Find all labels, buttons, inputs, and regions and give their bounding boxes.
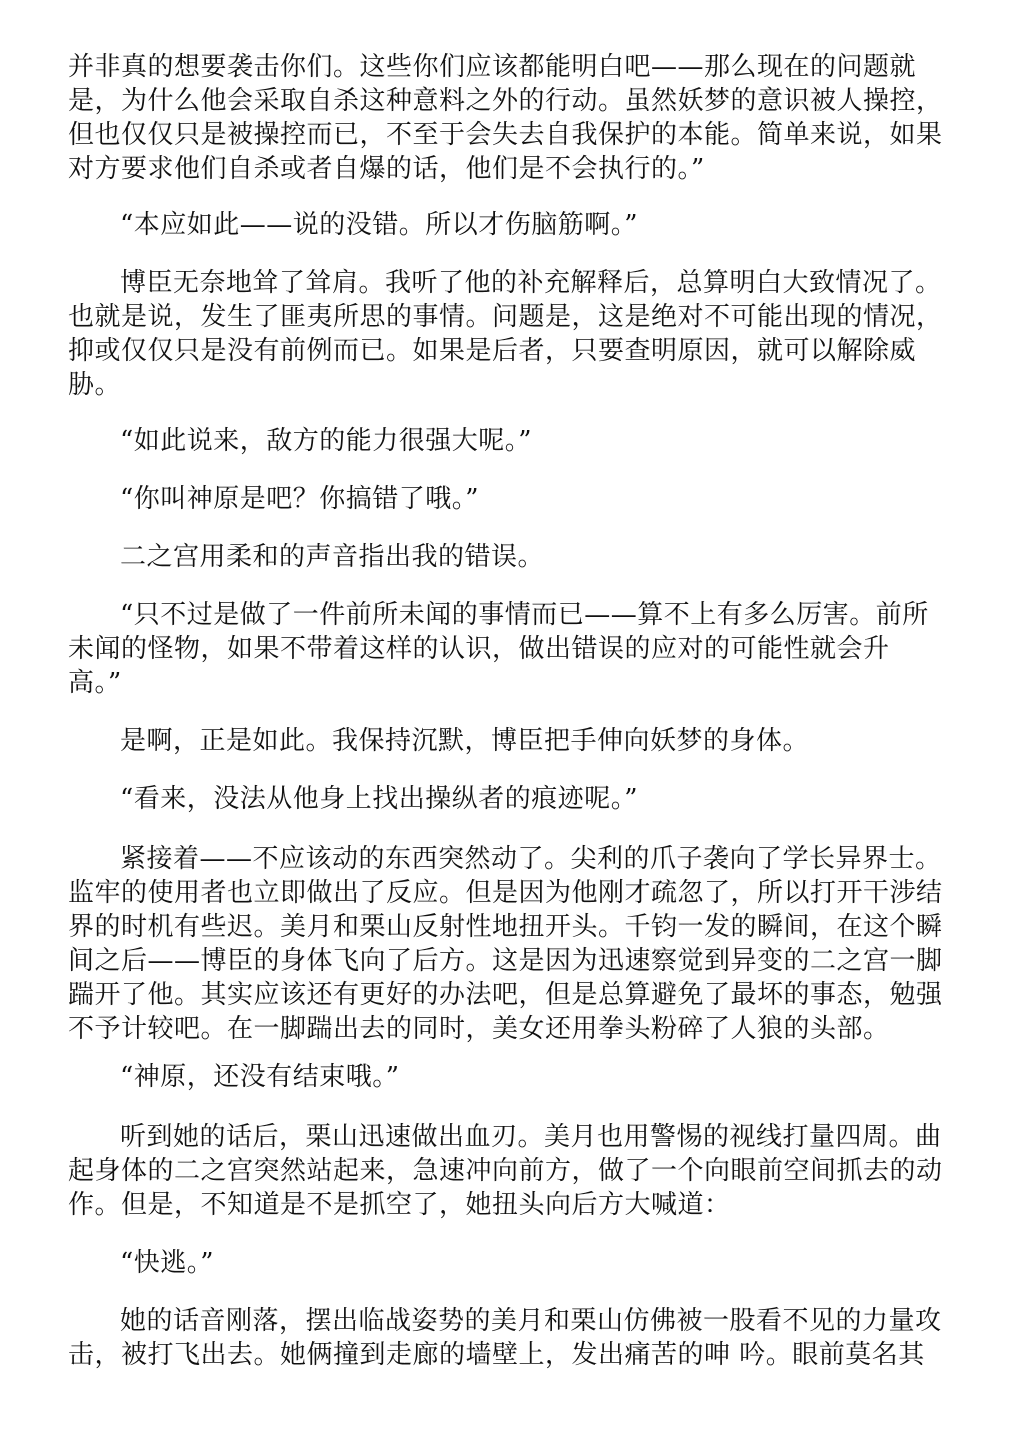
paragraph <box>68 724 948 758</box>
text-line: 并非真的想要袭击你们。这些你们应该都能明白吧——那么现在的问题就 <box>68 52 917 82</box>
paragraph <box>68 782 948 816</box>
paragraph <box>68 1060 948 1094</box>
text-line: “你叫神原是吧？你搞错了哦。” <box>120 484 480 514</box>
text-line: 界的时机有些迟。美月和栗山反射性地扭开头。千钧一发的瞬间，在这个瞬 <box>68 912 943 942</box>
text-line: 是，为什么他会采取自杀这种意料之外的行动。虽然妖梦的意识被人操控， <box>68 86 943 116</box>
paragraph <box>68 208 948 242</box>
text-line: 也就是说，发生了匪夷所思的事情。问题是，这是绝对不可能出现的情况， <box>68 302 943 332</box>
paragraph <box>68 266 948 402</box>
text-line: 未闻的怪物，如果不带着这样的认识，做出错误的应对的可能性就会升 <box>68 634 890 664</box>
paragraph <box>68 1304 948 1372</box>
text-line: 踹开了他。其实应该还有更好的办法吧，但是总算避免了最坏的事态，勉强 <box>68 980 943 1010</box>
text-line: 不予计较吧。在一脚踹出去的同时，美女还用拳头粉碎了人狼的头部。 <box>68 1014 890 1044</box>
text-line: 胁。 <box>68 370 122 400</box>
paragraph <box>68 1120 948 1222</box>
text-line: “本应如此——说的没错。所以才伤脑筋啊。” <box>120 210 639 240</box>
paragraph <box>68 842 948 1046</box>
paragraph <box>68 1246 948 1280</box>
paragraph <box>68 482 948 516</box>
text-line: 抑或仅仅只是没有前例而已。如果是后者，只要查明原因，就可以解除威 <box>68 336 917 366</box>
paragraph <box>68 598 948 700</box>
text-line: 博臣无奈地耸了耸肩。我听了他的补充解释后，总算明白大致情况了。 <box>120 268 942 298</box>
text-line: “如此说来，敌方的能力很强大呢。” <box>120 426 533 456</box>
text-line: 对方要求他们自杀或者自爆的话，他们是不会执行的。” <box>68 154 705 184</box>
text-line: 紧接着——不应该动的东西突然动了。尖利的爪子袭向了学长异界士。 <box>120 844 942 874</box>
text-line: “快逃。” <box>120 1248 215 1278</box>
text-line: 监牢的使用者也立即做出了反应。但是因为他刚才疏忽了，所以打开干涉结 <box>68 878 943 908</box>
text-line: 高。” <box>68 668 122 698</box>
text-line: 击，被打飞出去。她俩撞到走廊的墙壁上，发出痛苦的呻 吟。眼前莫名其 <box>68 1340 925 1370</box>
text-line: 作。但是，不知道是不是抓空了，她扭头向后方大喊道： <box>68 1190 731 1220</box>
text-line: 听到她的话后，栗山迅速做出血刃。美月也用警惕的视线打量四周。曲 <box>120 1122 942 1152</box>
paragraph <box>68 424 948 458</box>
text-line: 但也仅仅只是被操控而已，不至于会失去自我保护的本能。简单来说，如果 <box>68 120 943 150</box>
text-line: 是啊，正是如此。我保持沉默，博臣把手伸向妖梦的身体。 <box>120 726 810 756</box>
text-line: 间之后——博臣的身体飞向了后方。这是因为迅速察觉到异变的二之宫一脚 <box>68 946 943 976</box>
text-line: “看来，没法从他身上找出操纵者的痕迹呢。” <box>120 784 639 814</box>
paragraph <box>68 540 948 574</box>
text-line: 二之宫用柔和的声音指出我的错误。 <box>120 542 545 572</box>
text-line: 起身体的二之宫突然站起来，急速冲向前方，做了一个向眼前空间抓去的动 <box>68 1156 943 1186</box>
text-line: 她的话音刚落，摆出临战姿势的美月和栗山仿佛被一股看不见的力量攻 <box>120 1306 942 1336</box>
text-line: “只不过是做了一件前所未闻的事情而已——算不上有多么厉害。前所 <box>120 600 929 630</box>
text-line: “神原，还没有结束哦。” <box>120 1062 400 1092</box>
paragraph <box>68 50 948 186</box>
